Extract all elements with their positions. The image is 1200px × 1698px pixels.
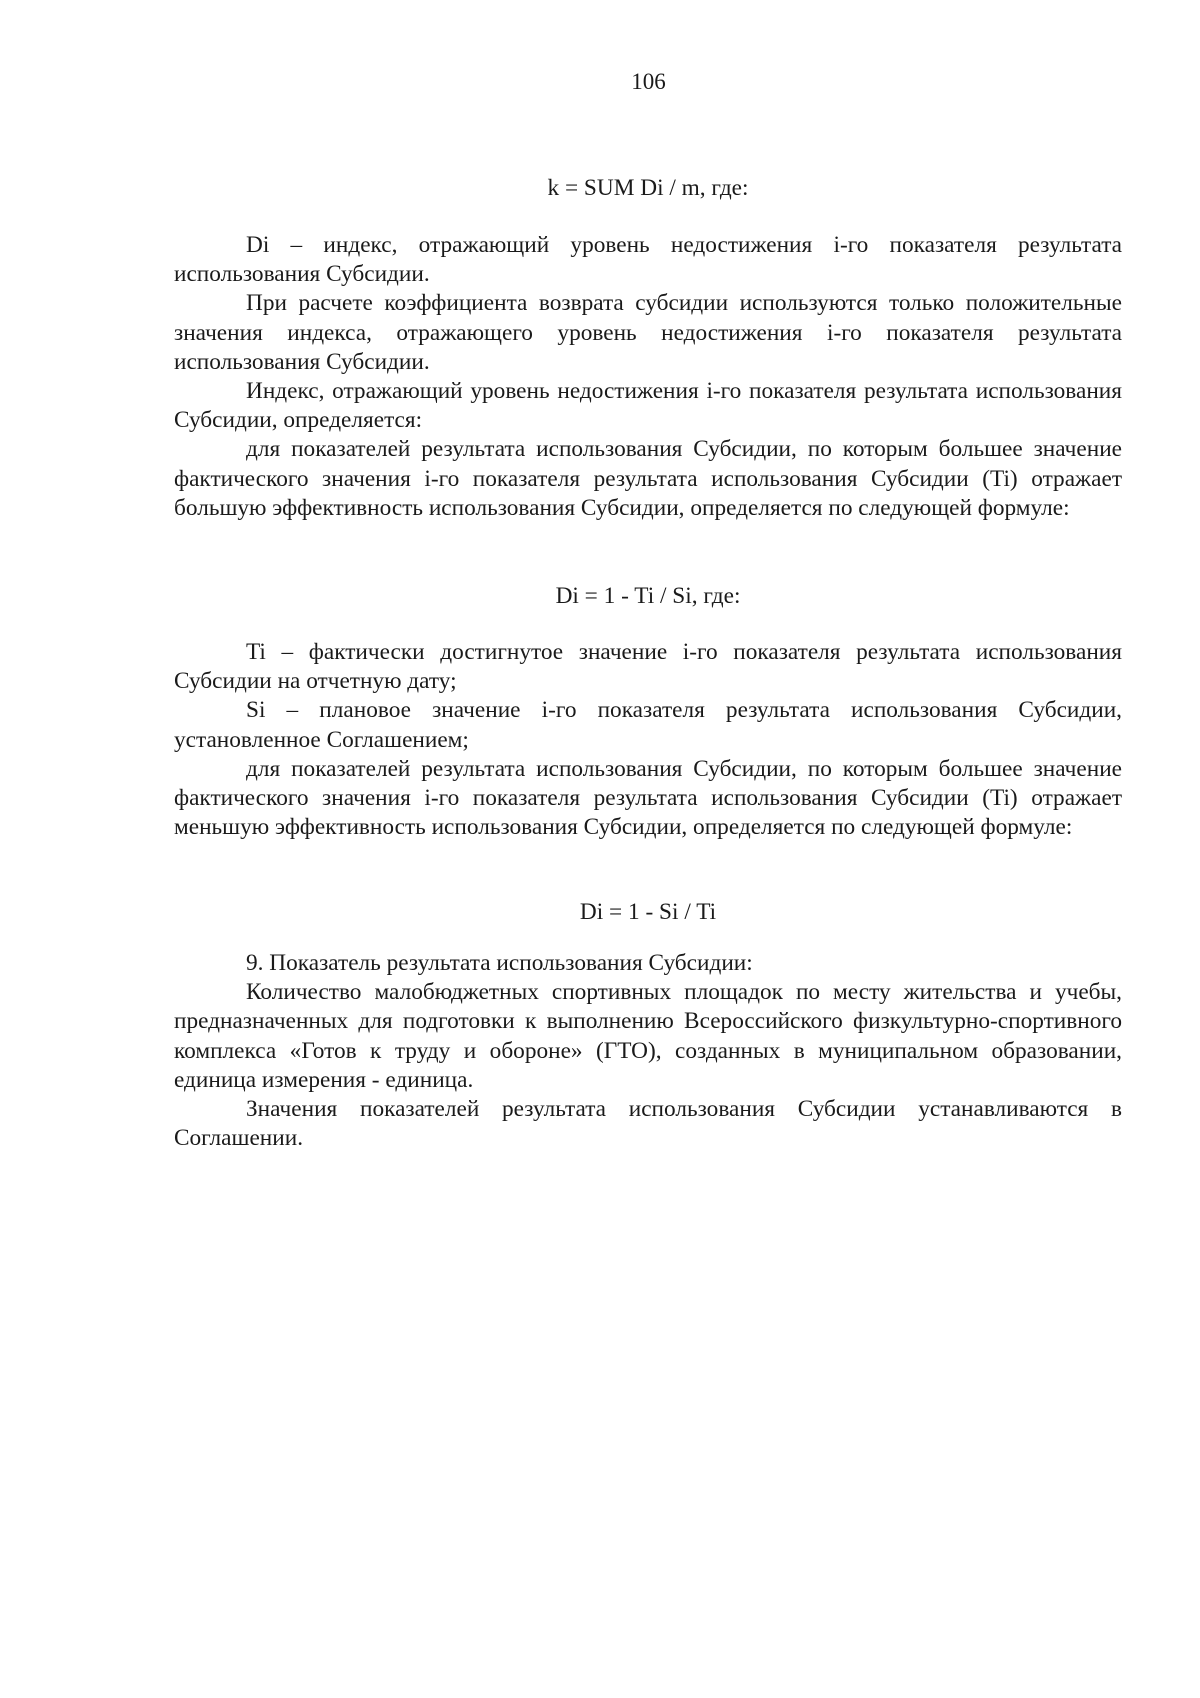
formula-di-greater: Di = 1 - Ti / Si, где: — [555, 583, 741, 609]
paragraph-si-definition: Si – плановое значение i-го показателя результата использования Субсидии, установленное Соглашением; — [174, 697, 1122, 753]
paragraph-positive-values: При расчете коэффициента возврата субсидии используются только положительные значения индекса, отражающего уровень недостижения i-го показателя результата использования Субсидии. — [174, 290, 1122, 375]
formula-di-less: Di = 1 - Si / Ti — [579, 899, 717, 925]
formula-k: k = SUM Di / m, где: — [547, 175, 749, 201]
paragraph-block-2 — [174, 638, 1122, 842]
paragraph-less-efficiency: для показателей результата использования Субсидии, по которым большее значение фактического значения i-го показателя результата использования Субсидии (Ti) отражает меньшую эффективность использования Субсидии, определяется по следующей формуле: — [174, 755, 1122, 841]
paragraph-block-3 — [174, 949, 1122, 1153]
section-9-heading: 9. Показатель результата использования Субсидии: — [246, 950, 753, 976]
paragraph-sports-grounds: Количество малобюджетных спортивных площадок по месту жительства и учебы, предназначенных для подготовки к выполнению Всероссийского физкультурно-спортивного комплекса «Готов к труду и обороне» (ГТО), созданных в муниципальном образовании, единица измерения - единица. — [174, 979, 1122, 1093]
paragraph-greater-efficiency: для показателей результата использования Субсидии, по которым большее значение фактического значения i-го показателя результата использования Субсидии (Ti) отражает большую эффективность использования Субсидии, определяется по следующей формуле: — [174, 436, 1122, 521]
paragraph-index-defined: Индекс, отражающий уровень недостижения i-го показателя результата использования Субсидии, определяется: — [174, 378, 1122, 434]
page-number: 106 — [631, 69, 666, 94]
paragraph-values-in-agreement: Значения показателей результата использования Субсидии устанавливаются в Соглашении. — [174, 1096, 1122, 1152]
paragraph-di-definition: Di – индекс, отражающий уровень недостижения i-го показателя результата использования Субсидии. — [174, 232, 1122, 288]
paragraph-block-1 — [174, 231, 1122, 523]
paragraph-ti-definition: Ti – фактически достигнутое значение i-го показателя результата использования Субсидии на отчетную дату; — [174, 639, 1122, 695]
